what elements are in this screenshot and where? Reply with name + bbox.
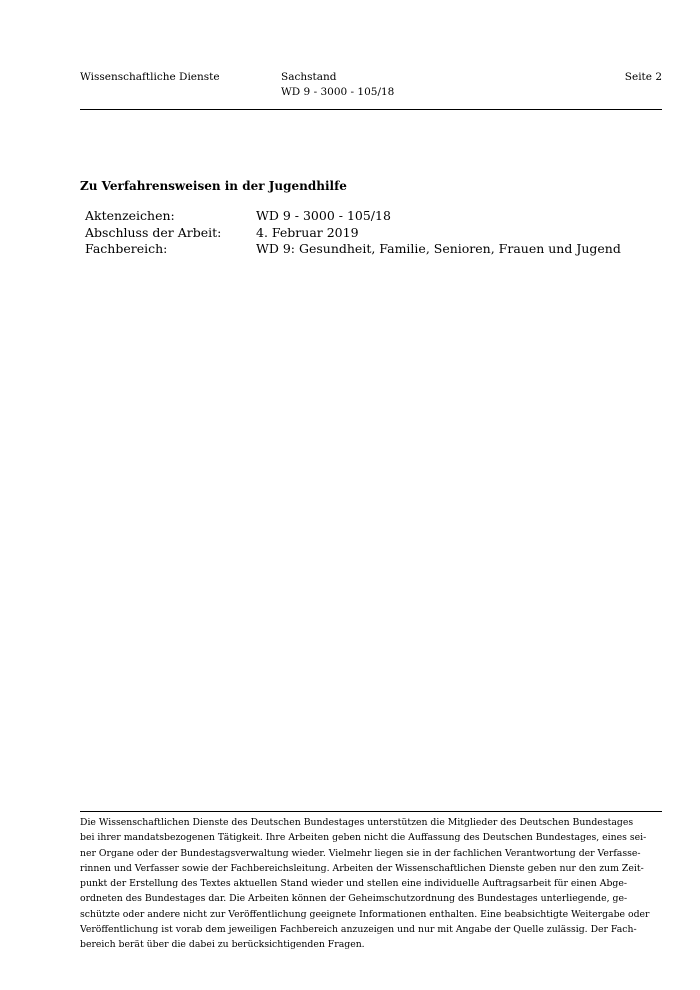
header-divider (80, 109, 662, 110)
disclaimer-line: schützte oder andere nicht zur Veröffentlichung geeignete Informationen enthalten. Eine beabsichtigte Weitergabe oder (80, 908, 650, 920)
metadata-label: Fachbereich: (85, 241, 168, 256)
disclaimer-line: ordneten des Bundestages dar. Die Arbeiten können der Geheimschutzordnung des Bundestages unterliegende, ge- (80, 893, 628, 905)
page-header (80, 70, 662, 110)
metadata-block (85, 208, 665, 258)
disclaimer-line: Veröffentlichung ist vorab dem jeweiligen Fachbereich anzuzeigen und nur mit Angabe der Quelle zulässig. Der Fach- (80, 924, 637, 936)
header-organization: Wissenschaftliche Dienste (80, 71, 220, 83)
header-doc-type: Sachstand (281, 71, 337, 83)
metadata-value: WD 9: Gesundheit, Familie, Senioren, Frauen und Jugend (256, 241, 621, 256)
disclaimer-line: bei ihrer mandatsbezogenen Tätigkeit. Ihre Arbeiten geben nicht die Auffassung des Deutschen Bundestages, eines sei- (80, 832, 647, 844)
metadata-label: Abschluss der Arbeit: (85, 224, 222, 240)
page-number: Seite 2 (624, 71, 662, 83)
metadata-label: Aktenzeichen: (85, 208, 175, 223)
footer-divider (80, 811, 662, 812)
disclaimer-line: punkt der Erstellung des Textes aktuellen Stand wieder und stellen eine individuelle Auftragsarbeit für einen Abge- (80, 878, 628, 890)
disclaimer-line: bereich berät über die dabei zu berücksichtigenden Fragen. (80, 939, 365, 951)
metadata-row-aktenzeichen (85, 208, 665, 225)
metadata-row-abschluss (85, 225, 665, 242)
disclaimer-text (80, 815, 662, 953)
disclaimer-line: ner Organe oder der Bundestagsverwaltung wieder. Vielmehr liegen sie in der fachlichen Verantwortung der Verfasse- (80, 847, 641, 859)
header-document-info (281, 70, 394, 100)
metadata-row-fachbereich (85, 241, 665, 258)
header-reference: WD 9 - 3000 - 105/18 (281, 86, 395, 98)
disclaimer-line: rinnen und Verfasser sowie der Fachbereichsleitung. Arbeiten der Wissenschaftlichen Dienste geben nur den zum Zeit- (80, 862, 644, 874)
document-title: Zu Verfahrensweisen in der Jugendhilfe (80, 179, 347, 193)
disclaimer-line: Die Wissenschaftlichen Dienste des Deutschen Bundestages unterstützen die Mitglieder des Deutschen Bundestages (80, 817, 634, 828)
metadata-value: WD 9 - 3000 - 105/18 (256, 208, 391, 223)
metadata-value: 4. Februar 2019 (256, 224, 359, 240)
